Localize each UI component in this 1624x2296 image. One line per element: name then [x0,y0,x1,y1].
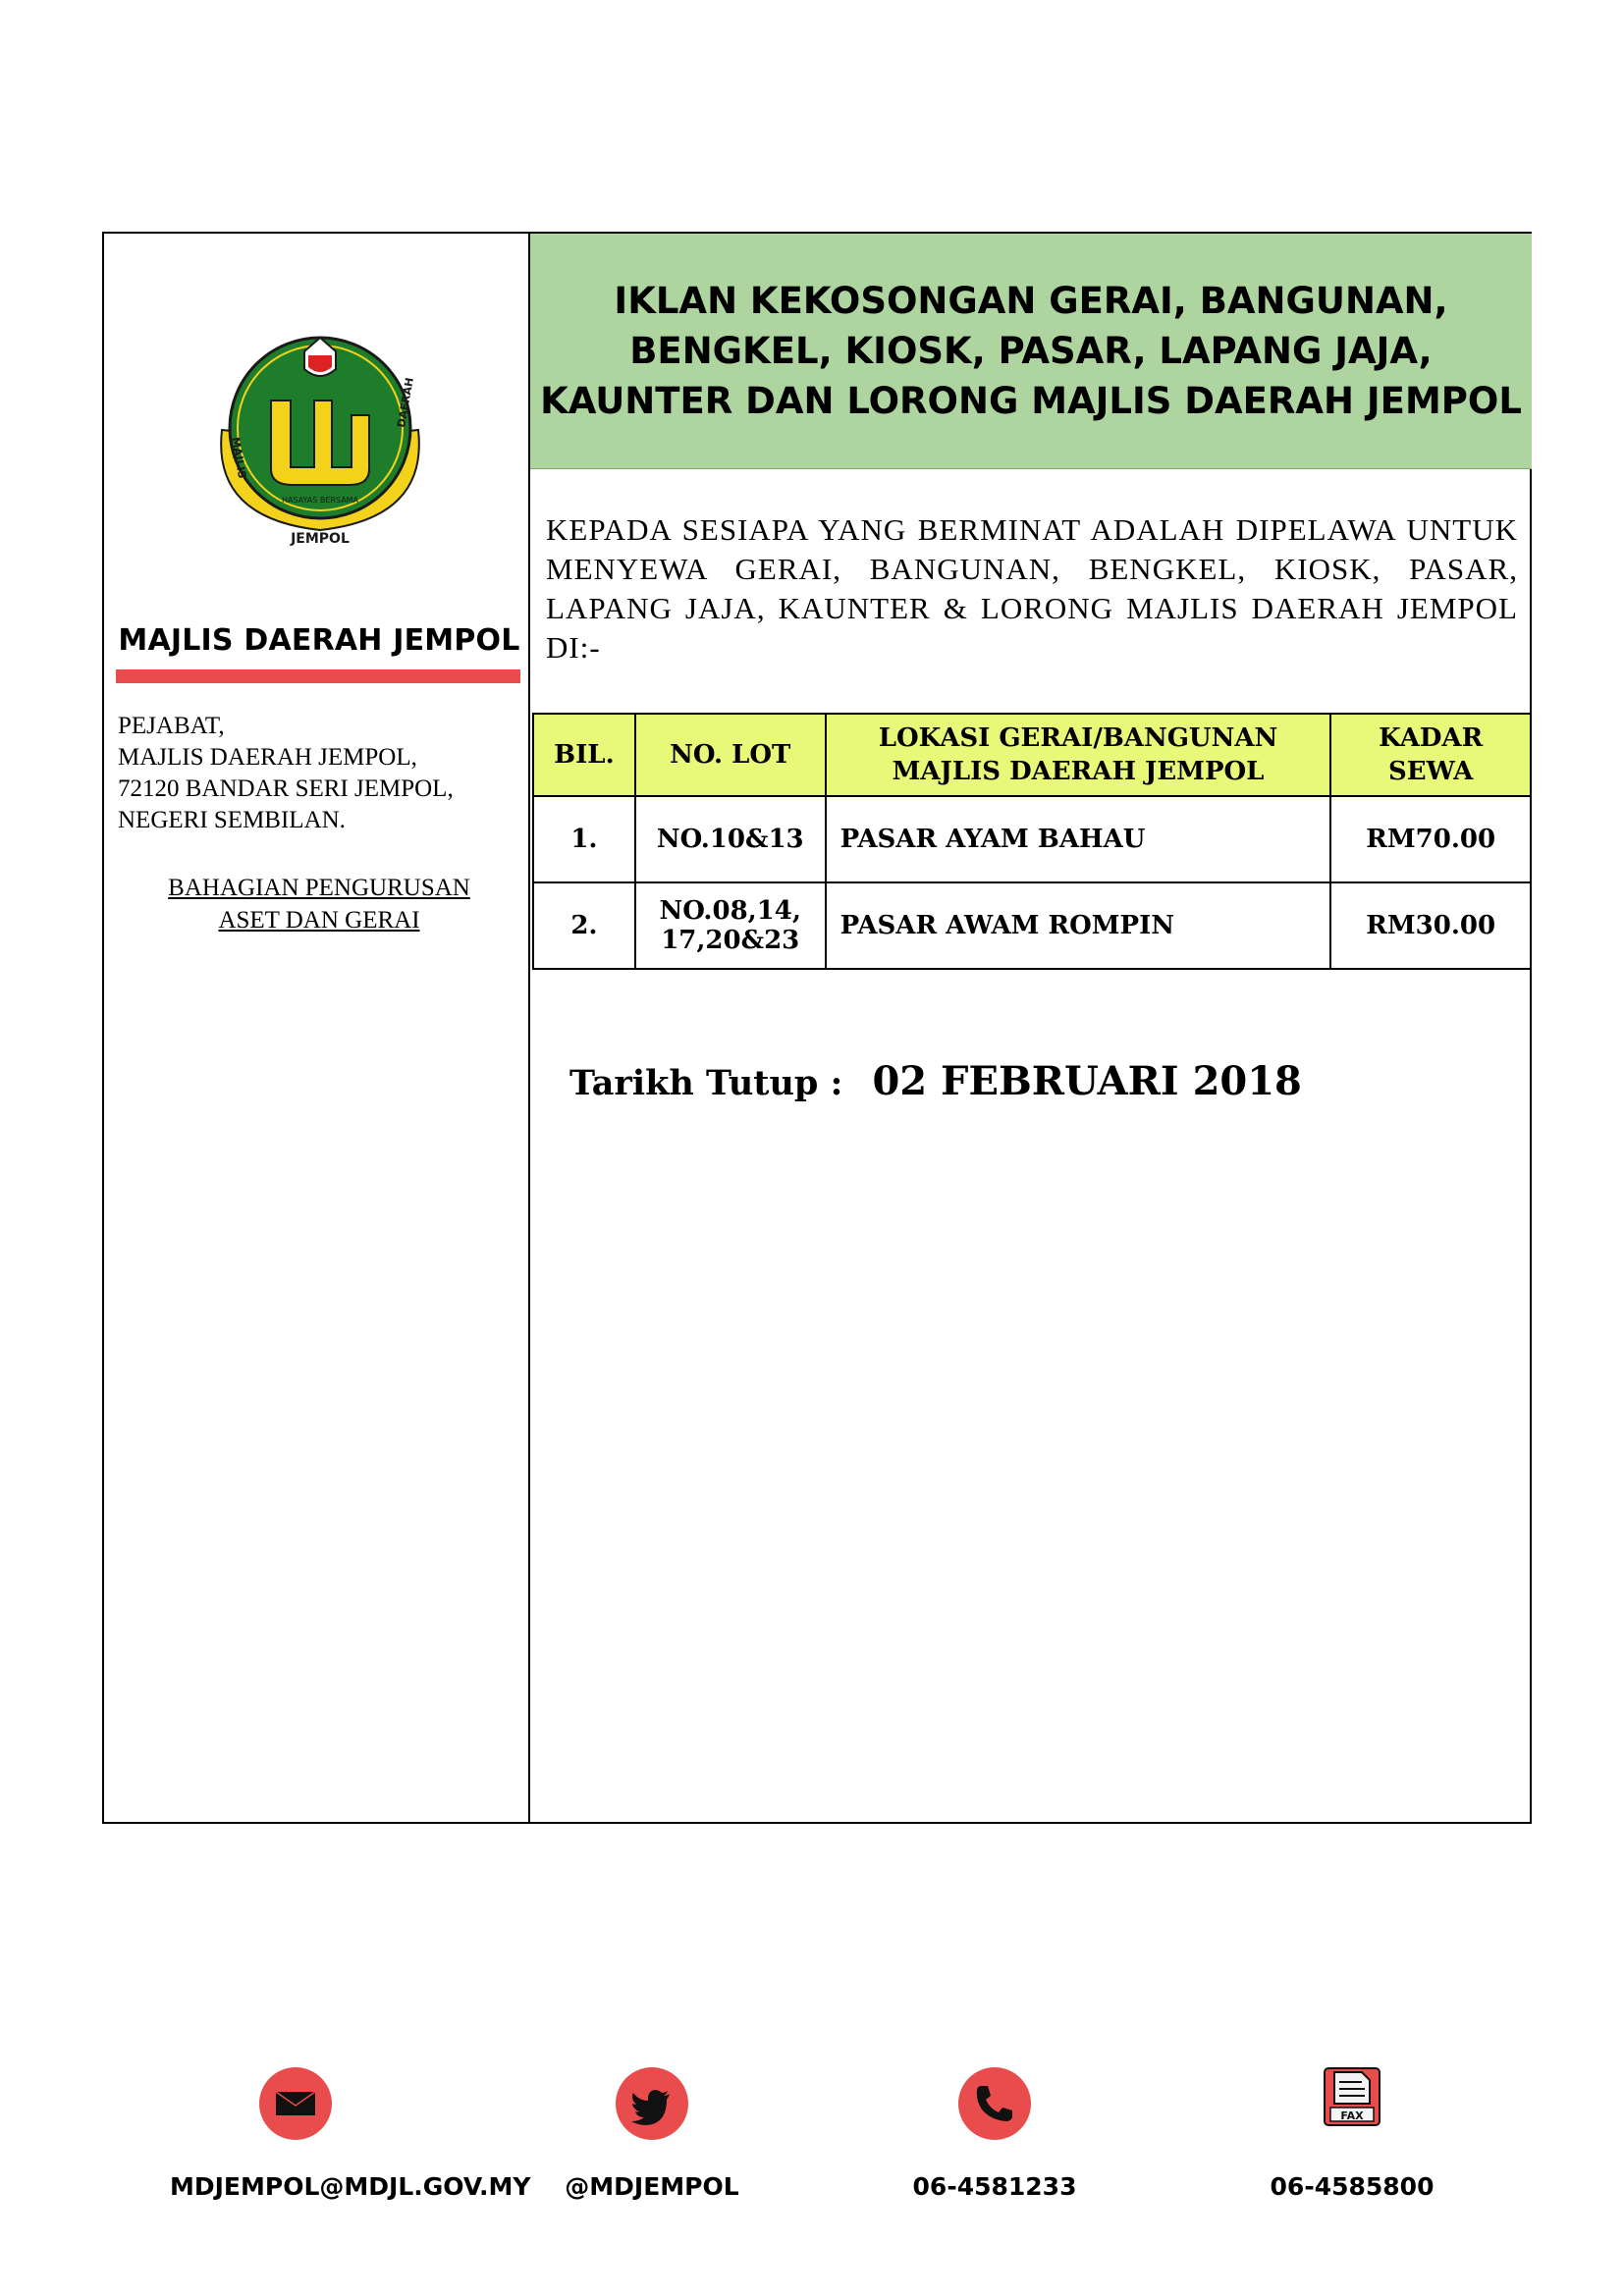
closing-date-label: Tarikh Tutup : [569,1063,843,1103]
cell-location: PASAR AYAM BAHAU [826,796,1331,882]
col-header-bil: BIL. [533,714,635,796]
fax-icon-label: FAX [1340,2109,1364,2122]
logo-text-daerah: DAERAH [395,376,416,429]
fax-number[interactable]: 06-4585800 [1270,2172,1435,2201]
col-header-location: LOKASI GERAI/BANGUNAN MAJLIS DAERAH JEMPOL [826,714,1331,796]
department-line: ASET DAN GERAI [218,907,420,934]
notice-title-line: IKLAN KEKOSONGAN GERAI, BANGUNAN, [614,280,1448,322]
cell-location: PASAR AWAM ROMPIN [826,882,1331,969]
sidebar [104,234,530,1822]
closing-date-value: 02 FEBRUARI 2018 [872,1058,1302,1104]
phone-icon [957,2066,1032,2141]
cell-rate: RM70.00 [1330,796,1531,882]
council-emblem-icon [202,322,438,548]
twitter-bird-icon [615,2066,689,2141]
cell-lot: NO.08,14, 17,20&23 [635,882,826,969]
envelope-icon [258,2066,333,2141]
invitation-text: KEPADA SESIAPA YANG BERMINAT ADALAH DIPELAWA UNTUK MENYEWA GERAI, BANGUNAN, BENGKEL, KIOSK, PASAR, LAPANG JAJA, KAUNTER & LORONG MAJLIS DAERAH JEMPOL DI:- [546,512,1518,665]
org-divider [116,669,520,683]
table-row [533,796,1531,882]
notice-title-box [530,234,1532,469]
address-line: MAJLIS DAERAH JEMPOL, [118,744,417,771]
phone-number[interactable]: 06-4581233 [912,2172,1077,2201]
notice-title-line: BENGKEL, KIOSK, PASAR, LAPANG JAJA, [629,330,1433,372]
cell-rate: RM30.00 [1330,882,1531,969]
closing-date [569,1058,1302,1104]
cell-bil: 1. [533,796,635,882]
table-header-row [533,714,1531,796]
twitter-handle[interactable]: @MDJEMPOL [565,2172,739,2201]
col-header-rate: KADAR SEWA [1330,714,1531,796]
department-name [118,872,520,936]
logo-text-majlis: MAJLIS [229,436,249,480]
address-line: NEGERI SEMBILAN. [118,807,346,833]
notice-frame [102,232,1532,1824]
email-address[interactable]: MDJEMPOL@MDJL.GOV.MY [170,2172,531,2201]
cell-lot: NO.10&13 [635,796,826,882]
col-header-lot: NO. LOT [635,714,826,796]
council-logo [202,322,438,548]
logo-motto: HASAYAS BERSAMA [281,496,359,505]
org-name: MAJLIS DAERAH JEMPOL [118,623,520,658]
cell-bil: 2. [533,882,635,969]
department-line: BAHAGIAN PENGURUSAN [168,875,470,901]
address-line: 72120 BANDAR SERI JEMPOL, [118,775,454,802]
table-row [533,882,1531,969]
vacancy-table [532,713,1532,970]
office-address [118,711,520,836]
logo-text-jempol: JEMPOL [291,531,350,547]
fax-icon [1323,2066,1381,2127]
notice-title-line: KAUNTER DAN LORONG MAJLIS DAERAH JEMPOL [540,380,1522,422]
address-line: PEJABAT, [118,713,225,739]
